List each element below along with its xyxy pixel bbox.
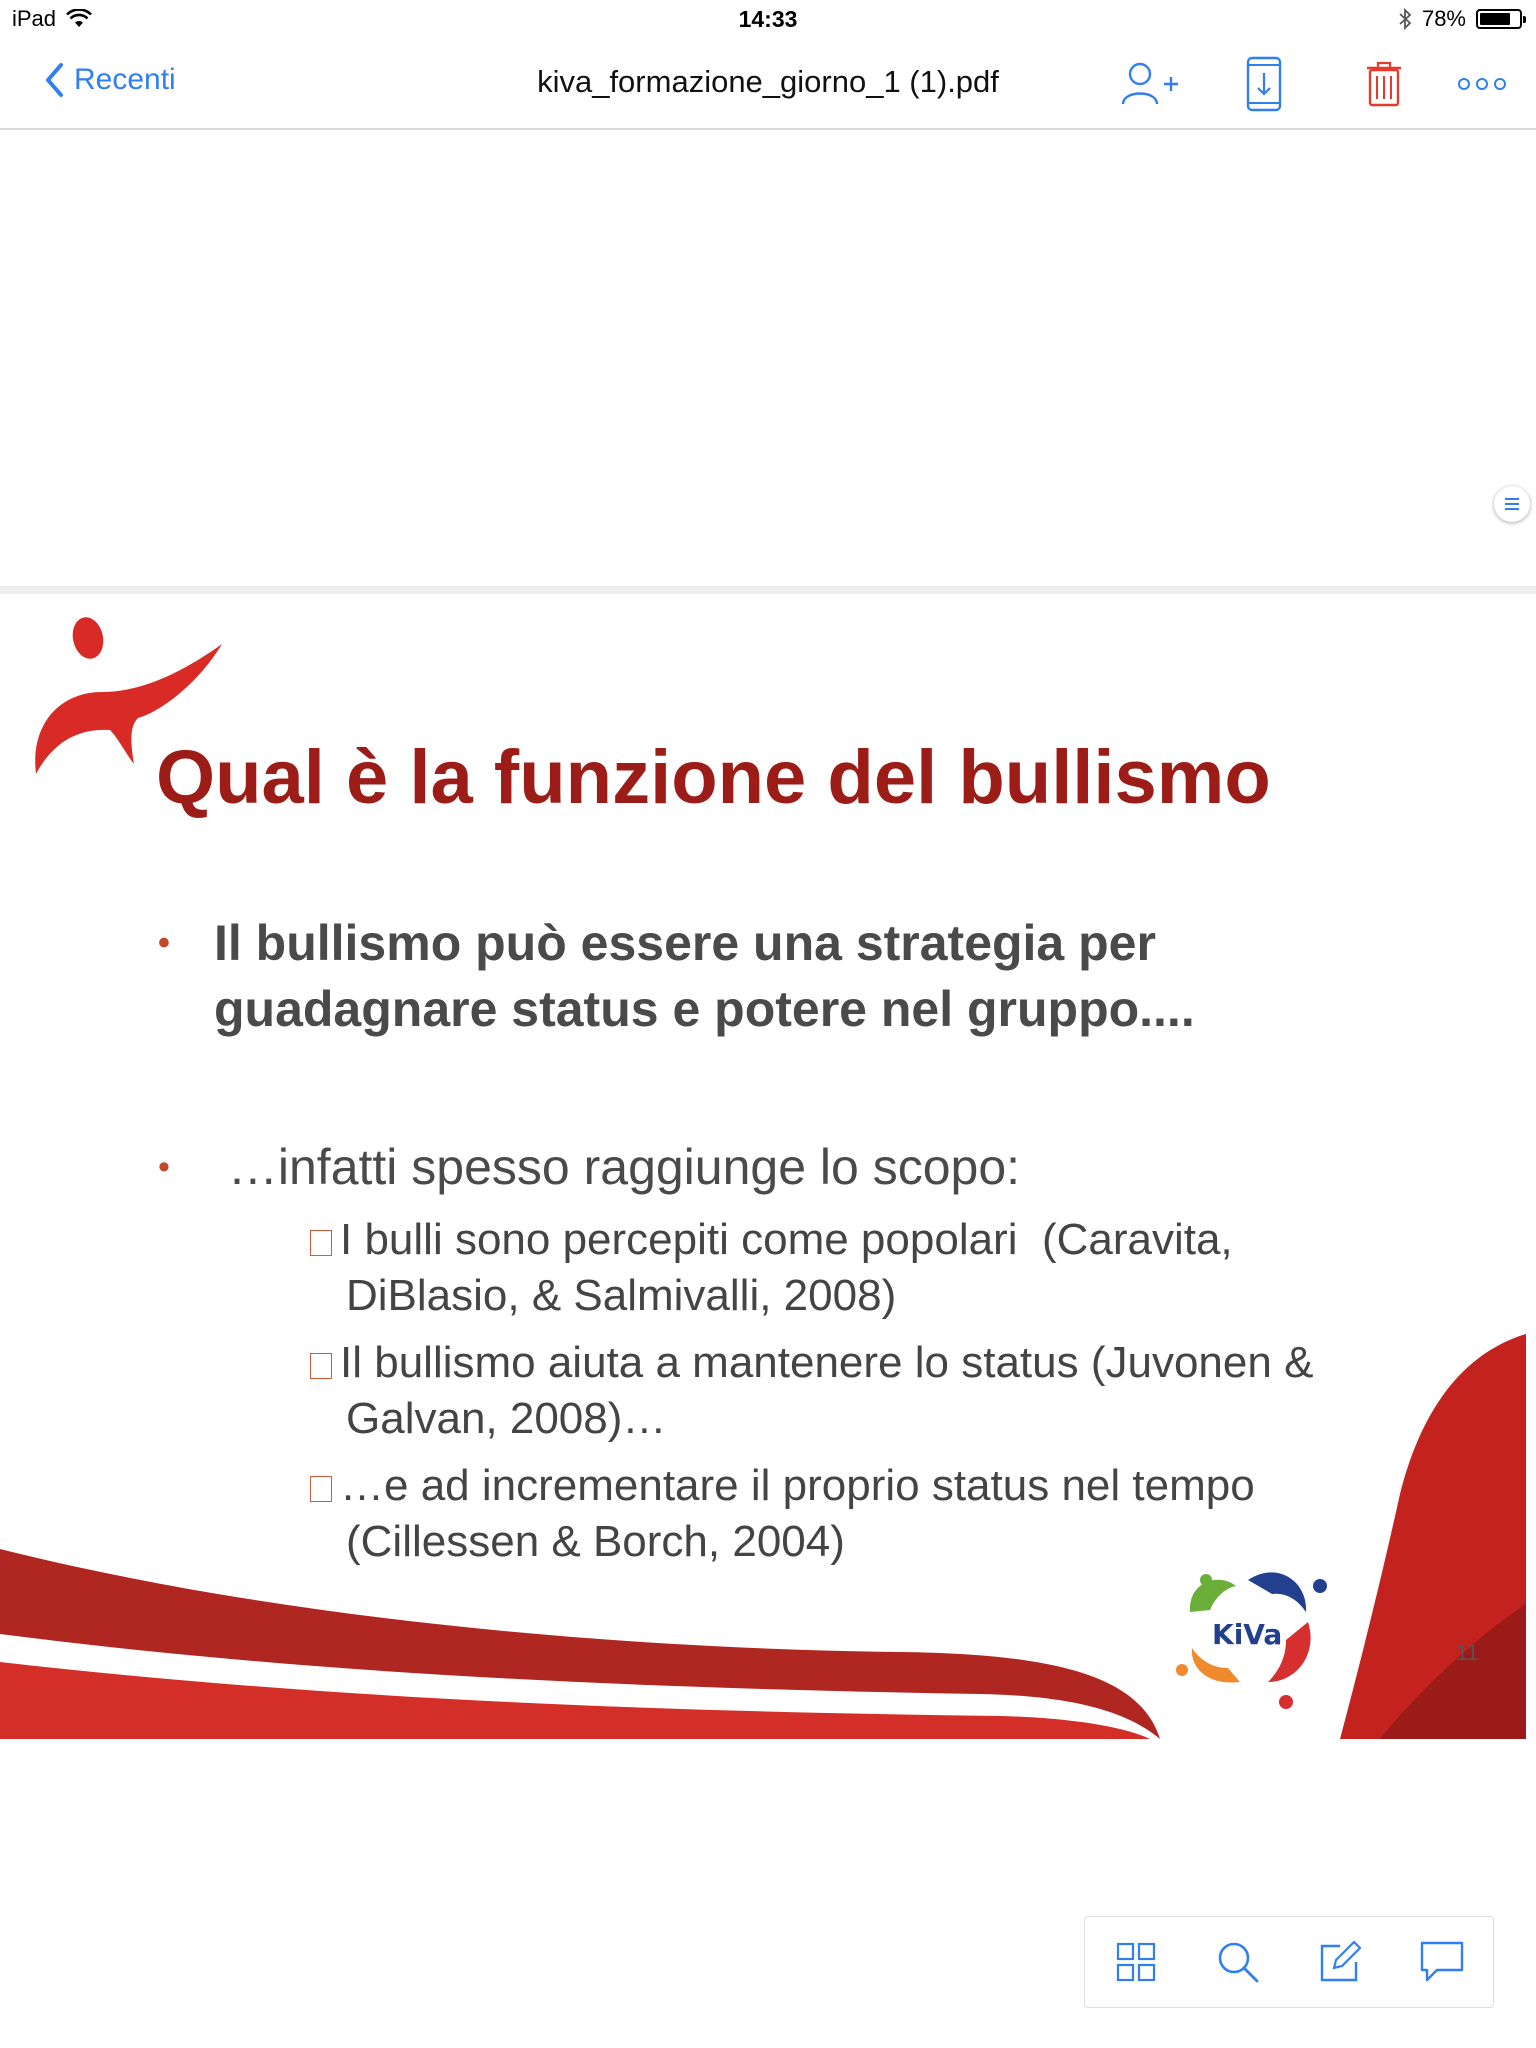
grid-icon (1116, 1942, 1156, 1982)
device-name: iPad (12, 6, 57, 31)
kiva-logo (1168, 1552, 1338, 1722)
bullet-marker: • (158, 1148, 170, 1186)
download-to-device-button[interactable] (1234, 54, 1294, 114)
add-person-button[interactable] (1120, 54, 1180, 114)
side-panel-handle[interactable] (1494, 486, 1530, 522)
bullet-text-2: …infatti spesso raggiunge lo scopo: (214, 1139, 1021, 1195)
comments-button[interactable] (1414, 1934, 1470, 1990)
sub-bullet-3-line2: (Cillessen & Borch, 2004) (346, 1517, 845, 1566)
nav-bar (0, 40, 1536, 130)
status-bar (0, 0, 1536, 40)
sub-bullet-2-line1: Il bullismo aiuta a mantenere lo status (Juvonen & (340, 1338, 1314, 1387)
kiva-logo-text: KiVa (1212, 1618, 1283, 1651)
slide-title: Qual è la funzione del bullismo (156, 735, 1271, 820)
bottom-toolbar (1084, 1916, 1494, 2008)
sub-bullet-3-line1: …e ad incrementare il proprio status nel tempo (340, 1461, 1255, 1510)
bullet-text-1: Il bullismo può essere una strategia per guadagnare status e potere nel gruppo.... (214, 915, 1195, 1037)
search-button[interactable] (1210, 1934, 1266, 1990)
add-person-icon (1120, 60, 1180, 108)
annotate-button[interactable] (1312, 1934, 1368, 1990)
status-time: 14:33 (738, 6, 798, 32)
document-title: kiva_formazione_giorno_1 (1).pdf (537, 64, 999, 99)
more-button[interactable] (1452, 54, 1512, 114)
search-icon (1216, 1940, 1260, 1984)
back-label: Recenti (74, 63, 176, 96)
trash-icon (1366, 61, 1402, 107)
download-to-device-icon (1246, 56, 1282, 112)
edit-icon (1318, 1940, 1362, 1984)
battery-percent: 78% (1421, 6, 1466, 31)
list-icon (1504, 497, 1520, 511)
page-separator (0, 586, 1536, 594)
sub-bullet-1-line2: DiBlasio, & Salmivalli, 2008) (346, 1271, 897, 1320)
sub-bullet-2-line2: Galvan, 2008)… (346, 1394, 667, 1443)
comment-icon (1419, 1940, 1465, 1984)
status-right (1398, 6, 1522, 32)
sub-bullet-1-line1: I bulli sono percepiti come popolari (Caravita, (340, 1215, 1233, 1264)
more-icon (1456, 76, 1508, 92)
thumbnails-button[interactable] (1108, 1934, 1164, 1990)
bullet-marker: • (158, 924, 170, 962)
battery-icon (1476, 9, 1522, 29)
pdf-page (0, 594, 1526, 1739)
battery-fill (1480, 13, 1510, 25)
slide-page-number: 11 (1456, 1640, 1479, 1665)
delete-button[interactable] (1354, 54, 1414, 114)
bluetooth-icon (1398, 8, 1412, 30)
